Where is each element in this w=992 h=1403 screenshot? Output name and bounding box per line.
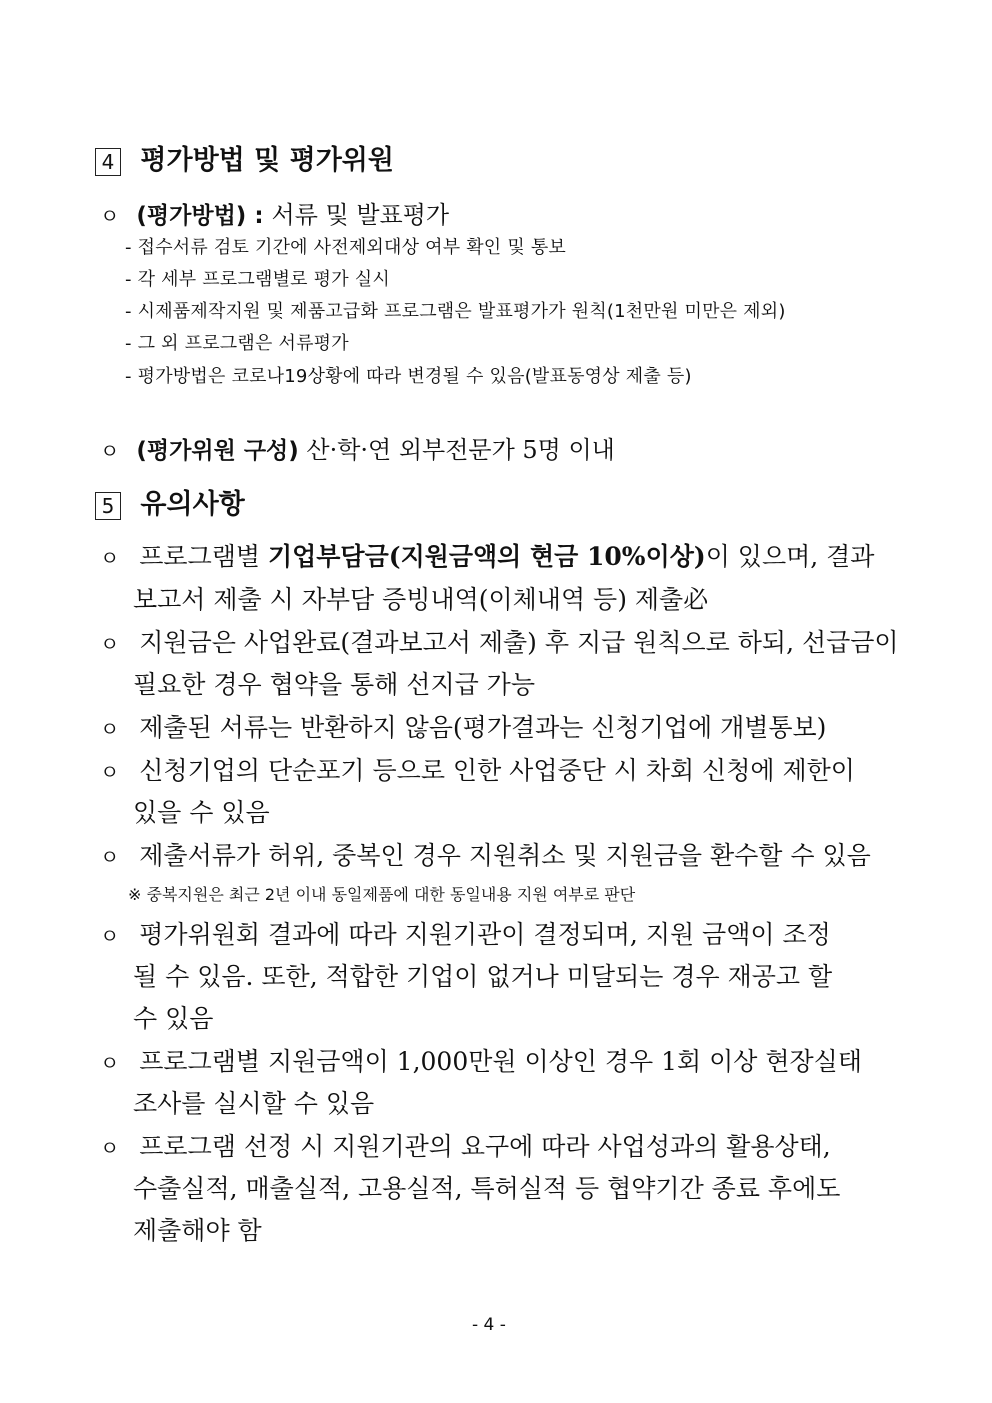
bullet-icon: ㅇ — [100, 439, 120, 463]
method-item: - 평가방법은 코로나19상황에 따라 변경될 수 있음(발표동영상 제출 등) — [125, 366, 692, 387]
method-item: - 시제품제작지원 및 제품고급화 프로그램은 발표평가가 원칙(1천만원 미만은 제외) — [125, 301, 786, 322]
notice-text-cont: 될 수 있음. 또한, 적합한 기업이 없거나 미달되는 경우 재공고 할 — [133, 962, 833, 991]
notice-text-cont: 조사를 실시할 수 있음 — [133, 1089, 375, 1118]
section-4-heading — [95, 138, 394, 177]
notice-text-cont: 보고서 제출 시 자부담 증빙내역(이체내역 등) 제출必 — [133, 585, 709, 614]
bullet-icon: ㅇ — [100, 717, 120, 741]
bullet-icon: ㅇ — [100, 632, 120, 656]
method-label: (평가방법) — [136, 203, 247, 229]
method-item: - 접수서류 검토 기간에 사전제외대상 여부 확인 및 통보 — [125, 237, 567, 258]
bullet-icon: ㅇ — [100, 204, 120, 228]
notice-text: 신청기업의 단순포기 등으로 인한 사업중단 시 차회 신청에 제한이 — [139, 756, 855, 785]
notice-text: 프로그램별 지원금액이 1,000만원 이상인 경우 1회 이상 현장실태 — [139, 1047, 862, 1076]
notice-text: 프로그램 선정 시 지원기관의 요구에 따라 사업성과의 활용상태, — [139, 1132, 831, 1161]
notice-emphasis: 기업부담금(지원금액의 현금 10%이상) — [267, 542, 706, 571]
bullet-icon: ㅇ — [100, 546, 120, 570]
notice-text: 이 있으며, 결과 — [705, 542, 875, 571]
section-number-box: 4 — [95, 148, 121, 176]
method-bullet-line — [100, 195, 449, 230]
notice-text-cont: 제출해야 함 — [133, 1216, 262, 1245]
method-separator: : — [246, 203, 272, 229]
notice-text-cont: 수 있음 — [133, 1004, 214, 1033]
notice-item — [100, 1042, 862, 1078]
section-4-title: 평가방법 및 평가위원 — [140, 145, 394, 176]
bullet-icon: ㅇ — [100, 1136, 120, 1160]
notice-item — [100, 836, 871, 872]
notice-item — [100, 623, 899, 659]
notice-text-cont: 필요한 경우 협약을 통해 선지급 가능 — [133, 670, 535, 699]
method-item: - 그 외 프로그램은 서류평가 — [125, 333, 349, 354]
committee-bullet-line — [100, 430, 615, 465]
bullet-icon: ㅇ — [100, 760, 120, 784]
bullet-icon: ㅇ — [100, 924, 120, 948]
notice-text: 제출서류가 허위, 중복인 경우 지원취소 및 지원금을 환수할 수 있음 — [139, 841, 871, 870]
notice-item — [100, 537, 874, 573]
page-number: - 4 - — [472, 1315, 506, 1335]
committee-text: 산·학·연 외부전문가 5명 이내 — [298, 436, 615, 464]
duplicate-support-note: ※ 중복지원은 최근 2년 이내 동일제품에 대한 동일내용 지원 여부로 판단 — [128, 885, 636, 904]
section-5-heading — [95, 482, 245, 521]
method-text: 서류 및 발표평가 — [271, 201, 450, 229]
method-item: - 각 세부 프로그램별로 평가 실시 — [125, 269, 390, 290]
notice-text-cont: 수출실적, 매출실적, 고용실적, 특허실적 등 협약기간 종료 후에도 — [133, 1174, 841, 1203]
notice-text-cont: 있을 수 있음 — [133, 798, 270, 827]
section-5-title: 유의사항 — [140, 489, 245, 520]
notice-item — [100, 915, 831, 951]
bullet-icon: ㅇ — [100, 845, 120, 869]
notice-item — [100, 751, 855, 787]
notice-text: 프로그램별 — [139, 542, 268, 571]
section-number-box: 5 — [95, 492, 121, 520]
notice-text: 제출된 서류는 반환하지 않음(평가결과는 신청기업에 개별통보) — [139, 713, 827, 742]
committee-label: (평가위원 구성) — [136, 438, 299, 464]
notice-text: 평가위원회 결과에 따라 지원기관이 결정되며, 지원 금액이 조정 — [139, 920, 831, 949]
notice-item — [100, 708, 826, 744]
notice-text: 지원금은 사업완료(결과보고서 제출) 후 지급 원칙으로 하되, 선급금이 — [139, 628, 899, 657]
notice-item — [100, 1127, 831, 1163]
bullet-icon: ㅇ — [100, 1051, 120, 1075]
